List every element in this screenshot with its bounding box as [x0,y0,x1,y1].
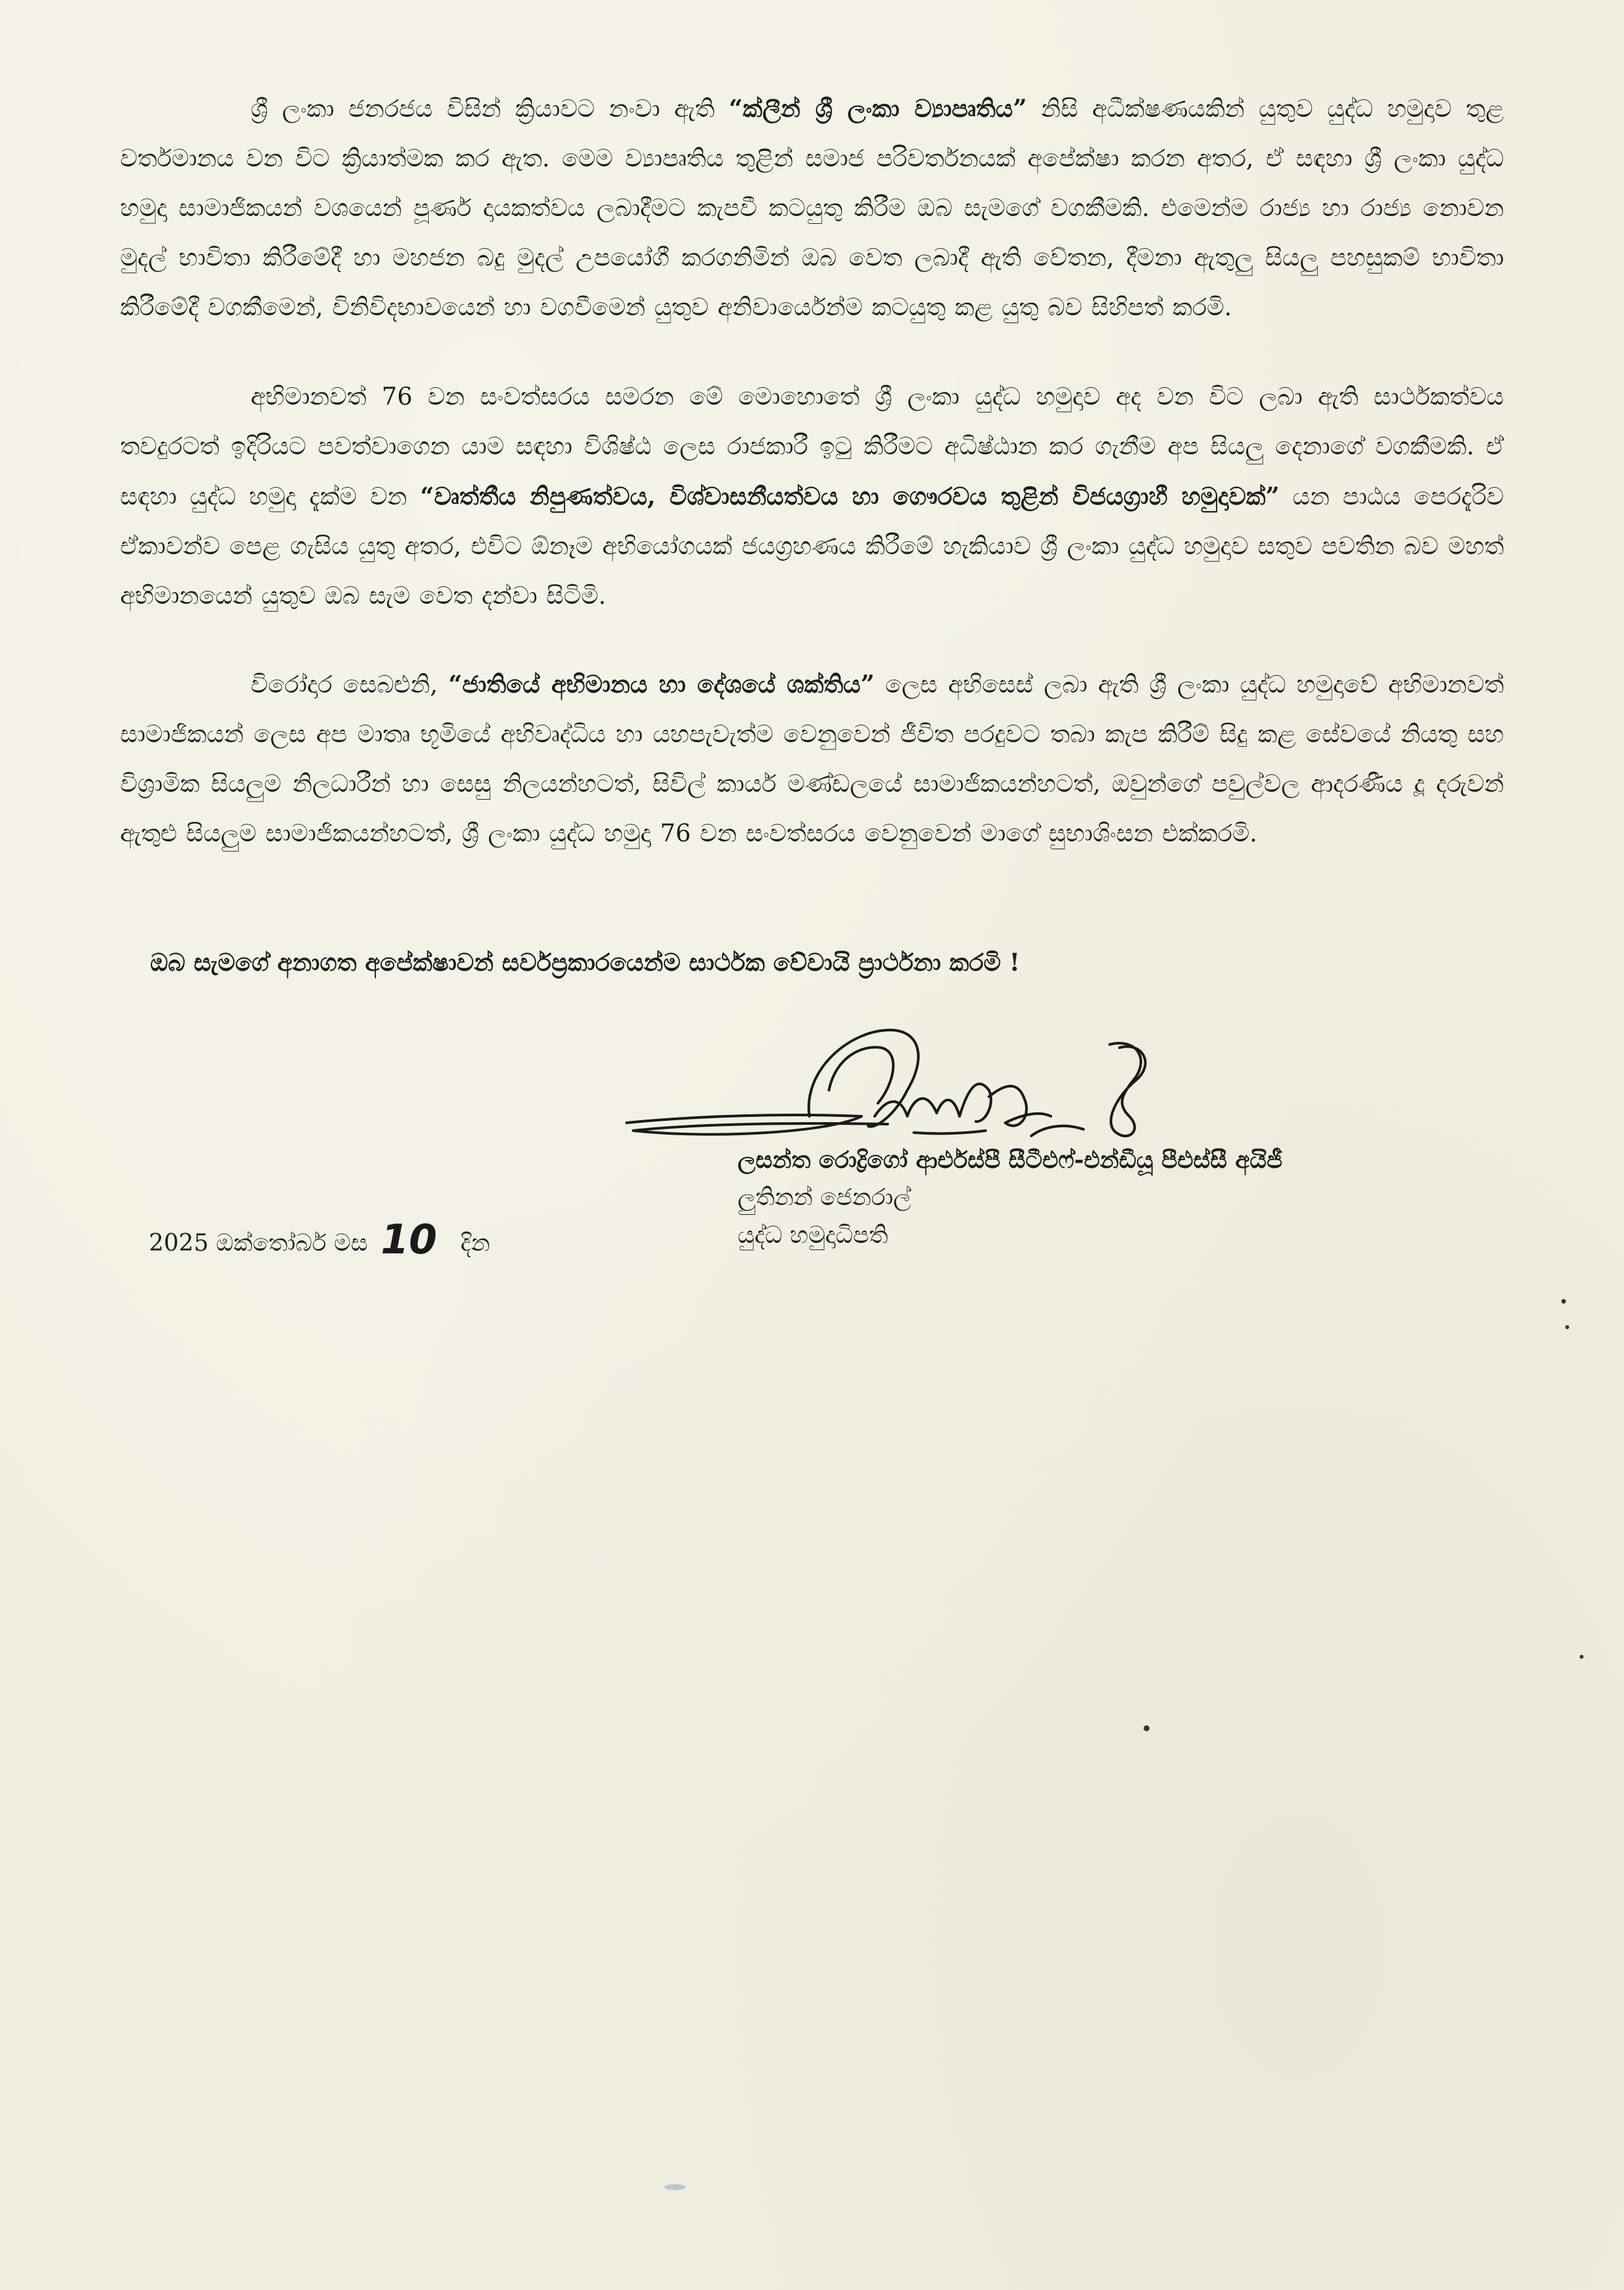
signatory-rank: ලුතිනන් ජෙනරාල් [738,1184,911,1211]
scan-speck [1144,1725,1149,1731]
scan-speck [1561,1299,1566,1304]
signatory-block [738,1141,1521,1255]
paragraph-text: ලෙස අභිසෙස් ලබා ඇති ශ්‍රී ලංකා යුද්ධ හමුදාවේ අභිමානවත් සාමාජිකයන් ලෙස අප මාතෘ භූමියේ අභිවෘද්ධිය හා යහපැවැත්ම වෙනුවෙන් ජීවිත පරදුවට තබා කැප කිරීම් සිදු කළ සේවයේ නියතු සහ විශ්‍රාමික සියලුම නිලධාරීන් හා සෙසු නිලයන්හටත්, සිවිල් කාර්ය මණ්ඩලයේ සාමාජිකයන්හටත්, ඔවුන්ගේ පවුල්වල ආදරණීය දූ දරුවන් ඇතුළු සියලුම සාමාජිකයන්හටත්, ශ්‍රී ලංකා යුද්ධ හමුදා 76 වන සංවත්සරය වෙනුවෙන් මාගේ සුභාශිංසන එක්කරමි. [120,670,1504,847]
closing-wish: ඔබ සැමගේ අනාගත අපේක්ෂාවන් සර්වප්‍රකාරයෙන්ම සාර්ථක වේවායි ප්‍රාර්ථනා කරමි ! [150,948,1020,977]
scan-smudge [664,2184,685,2190]
paragraph-text: යන පාඨය පෙරදැරිව ඒකාවන්ව පෙළ ගැසිය යුතු අතර, එවිට ඕනෑම අභියෝගයක් ජයග්‍රහණය කිරීමේ හැකියාව ශ්‍රී ලංකා යුද්ධ හමුදාව සතුව පවතින බව මහත් අභිමානයෙන් යුතුව ඔබ සැම වෙත දන්වා සිටිමි. [120,482,1505,610]
signatory-name: ලසන්ත රොද්‍රිගෝ ආර්එස්පී සීටීඑෆ්-එන්ඩීයූ පීඑස්සී අයිජී [738,1146,1283,1174]
handwritten-signature-icon [614,1018,1201,1162]
paragraph-text: නිසි අධීක්ෂණයකින් යුතුව යුද්ධ හමුදාව තුළ වර්තමානය වන විට ක්‍රියාත්මක කර ඇත. මෙම ව්‍යාපෘතිය තුළින් සමාජ පරිවර්තනයක් අපේක්ෂා කරන අතර, ඒ සඳහා ශ්‍රී ලංකා යුද්ධ හමුදා සාමාජිකයන් වශයෙන් පූර්ණ දායකත්වය ලබාදීමට කැපවී කටයුතු කිරීම ඔබ සැමගේ වගකීමකි. එමෙන්ම රාජ්‍ය හා රාජ්‍ය නොවන මුදල් භාවිතා කිරීමේදී හා මහජන බදු මුදල් උපයෝගී කරගනිමින් ඔබ වෙත ලබාදී ඇති වේතන, දීමනා ඇතුලු සියලු පහසුකම් භාවිතා කිරීමේදී වගකීමෙන්, විනිවිදභාවයෙන් හා වගවීමෙන් යුතුව අනිවාර්යෙන්ම කටයුතු කළ යුතු බව සිහිපත් කරමි. [120,95,1504,321]
scan-speck [1580,1655,1584,1659]
paragraph-clean-sri-lanka [120,84,1504,332]
paragraph-text: විරෝදාර සෙබළුනි, [251,670,448,698]
paragraph-text: ශ්‍රී ලංකා ජනරජය විසින් ක්‍රියාවට නංවා ඇති [251,95,729,123]
date-suffix: දින [460,1230,490,1257]
date-prefix: 2025 ඔක්තෝබර් මස [149,1230,368,1257]
paragraph-anniversary [120,372,1504,621]
clean-sri-lanka-title: “ක්ලීන් ශ්‍රී ලංකා ව්‍යාපෘතිය” [728,94,1027,123]
scan-speck [1565,1325,1569,1329]
paragraph-text: අභිමානවත් 76 වන සංවත්සරය සමරන මේ මොහොතේ ශ්‍රී ලංකා යුද්ධ හමුදාව අද වන විට ලබා ඇති සාර්ථකත්වය තවදුරටත් ඉදිරියට පවත්වාගෙන යාම සඳහා විශිෂ්ඨ ලෙස රාජකාරී ඉටු කිරීමට අධිෂ්ඨාන කර ගැනීම අප සියලු දෙනාගේ වගකීමකි. ඒ සඳහා යුද්ධ හමුදා දැක්ම වන [120,383,1504,510]
paragraph-greetings [120,659,1504,858]
nation-pride-quote: “ජාතියේ අභිමානය හා දේශයේ ශක්තිය” [448,670,875,698]
date-day-handwritten: 10 [381,1216,437,1263]
army-vision-quote: “වෘත්තීය නිපුණත්වය, විශ්වාසනීයත්වය හා ගෞරවය තුළින් විජයග්‍රාහී හමුදාවක්” [420,482,1280,510]
date-line [149,1216,490,1263]
signatory-title: යුද්ධ හමුදාධිපති [738,1222,888,1249]
